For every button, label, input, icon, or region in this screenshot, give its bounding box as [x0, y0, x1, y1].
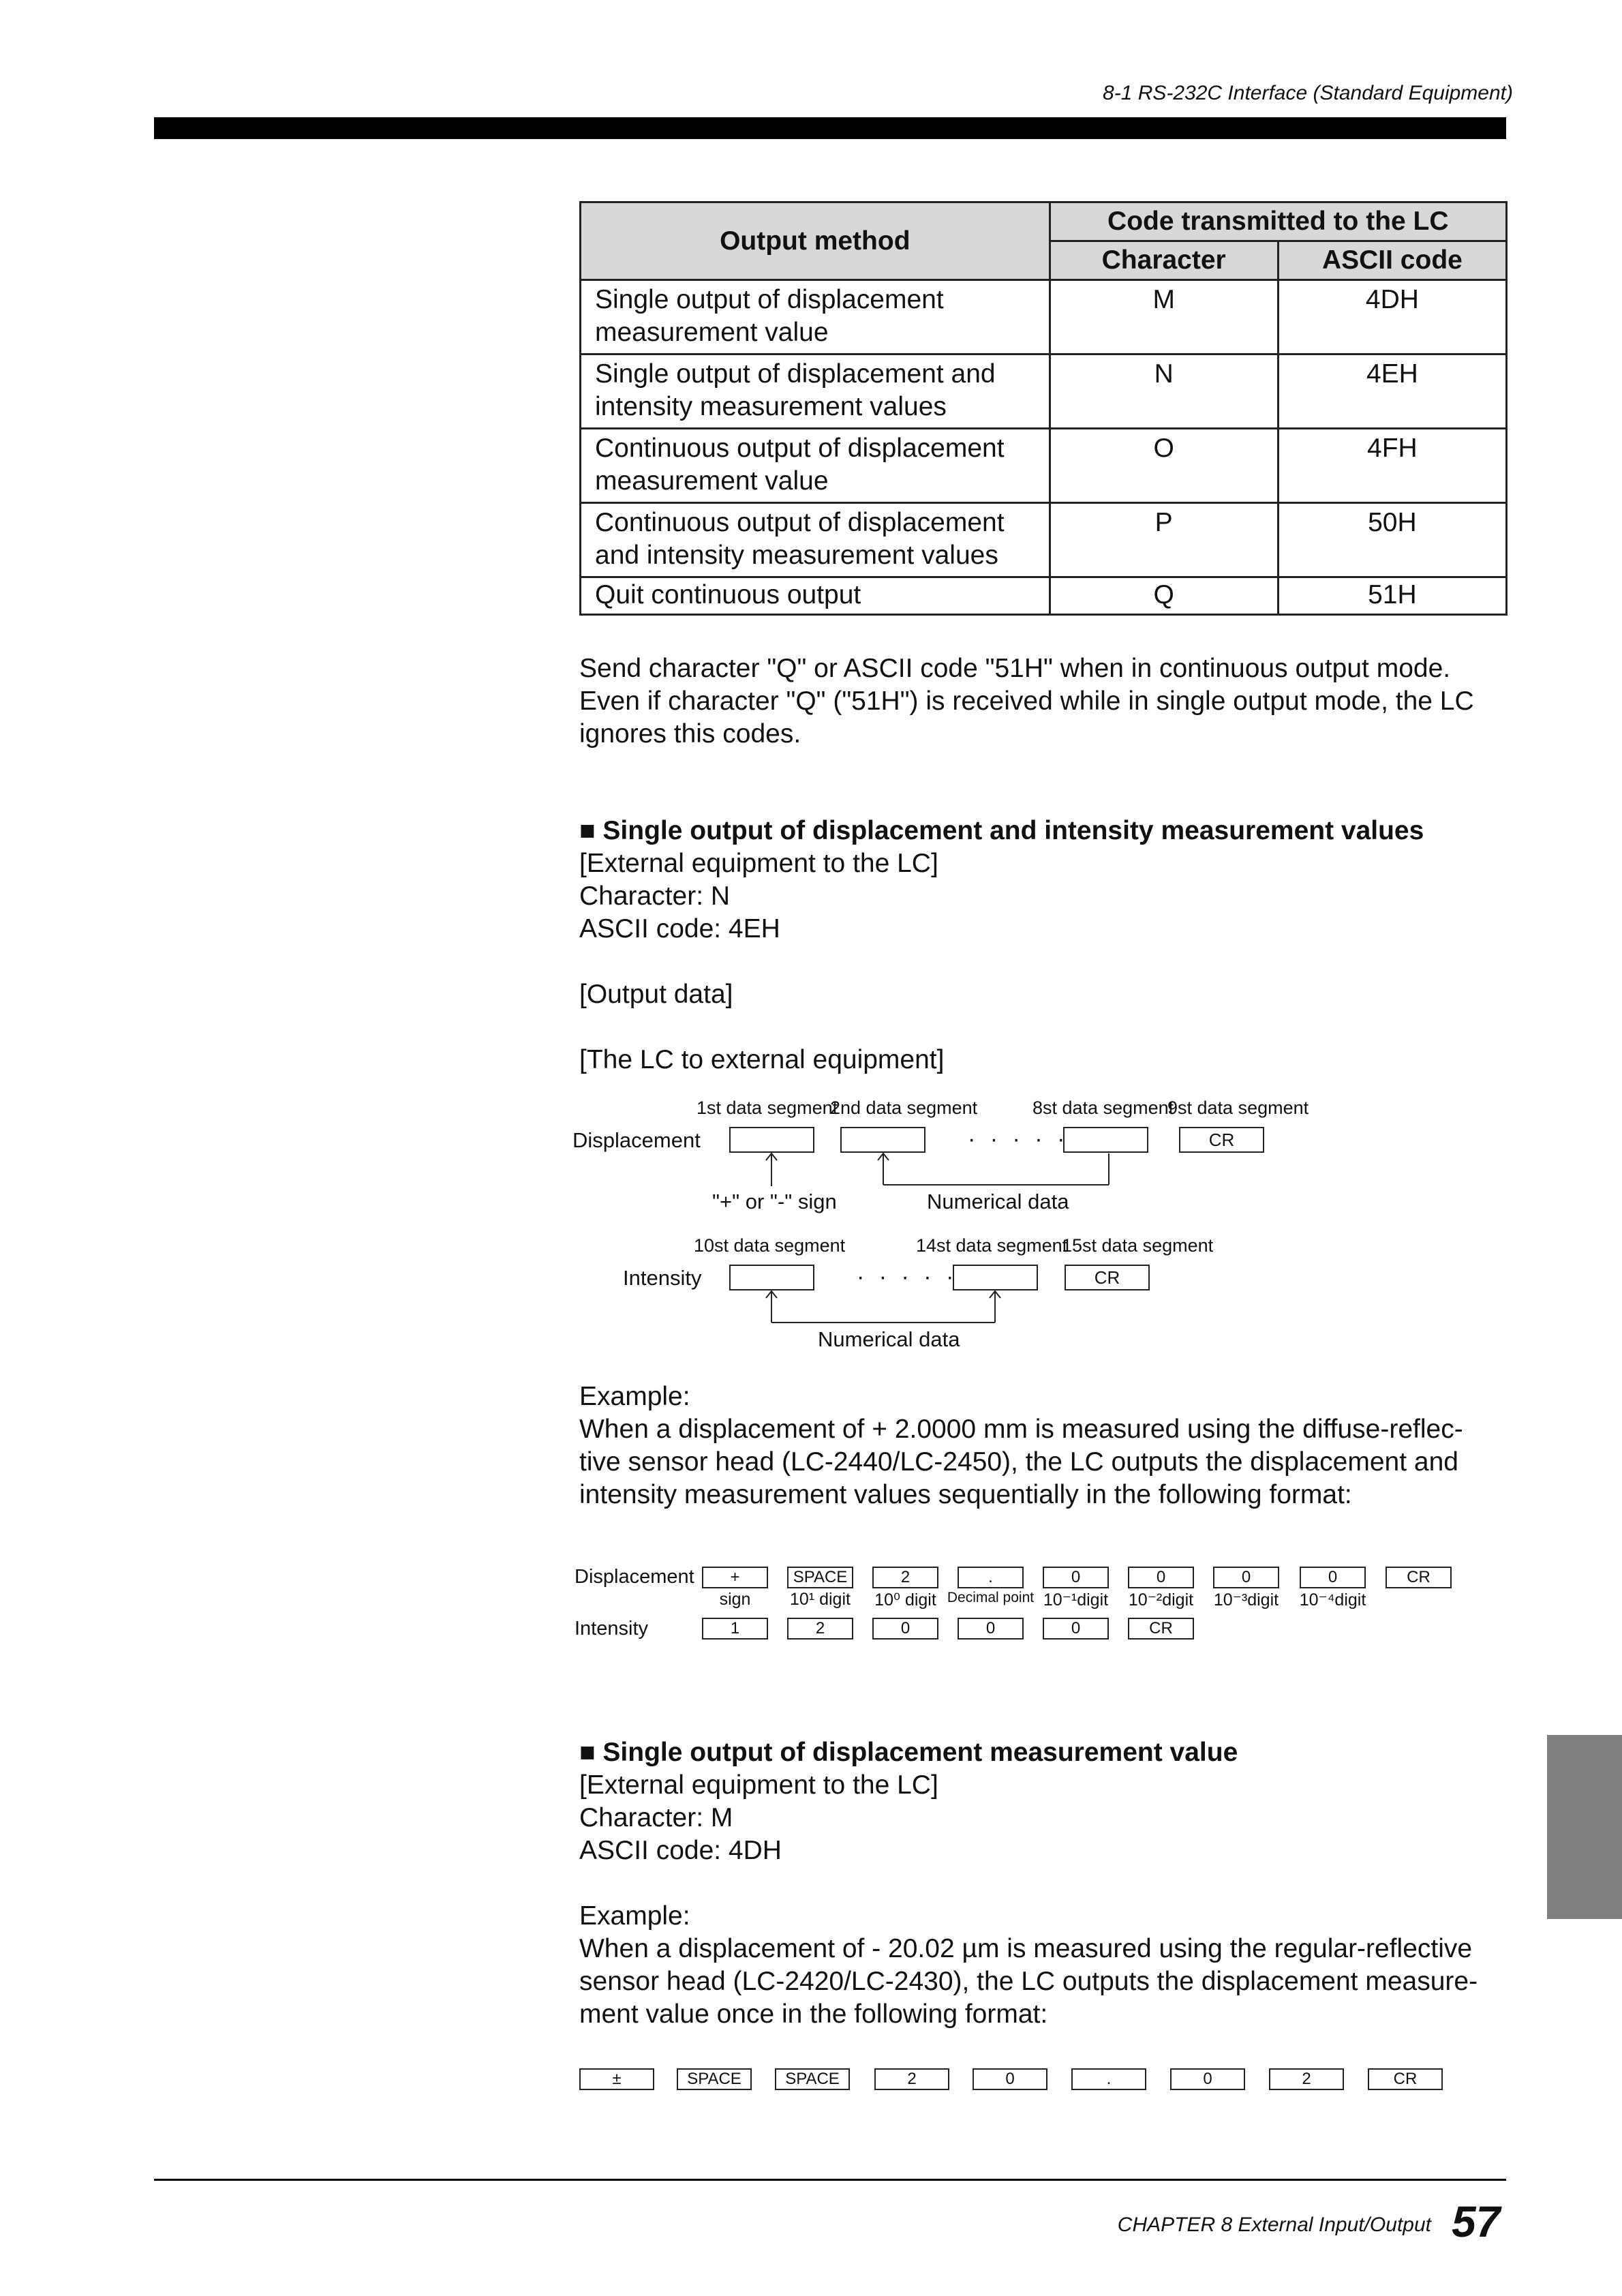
- char-cell: Q: [1050, 577, 1278, 615]
- char-cell: P: [1050, 503, 1278, 577]
- seg8-label: 8st data segment: [1032, 1098, 1174, 1118]
- format-box: 0: [872, 1618, 938, 1640]
- char-cell: N: [1050, 354, 1278, 429]
- format-caption: 10⁻⁴digit: [1299, 1590, 1366, 1610]
- col-character: Character: [1050, 241, 1278, 280]
- format-box: SPACE: [787, 1567, 853, 1588]
- col-ascii: ASCII code: [1278, 241, 1506, 280]
- seg10-label: 10st data segment: [694, 1235, 846, 1256]
- section1-block: ■ Single output of displacement and intensity measurement values [External equipment to the LC] Character: N ASCII code: 4EH [Output data] [The LC to external equipment]: [579, 816, 1424, 1074]
- format-box: 2: [1269, 2068, 1344, 2090]
- format-box: .: [1071, 2068, 1146, 2090]
- note-paragraph: Send character "Q" or ASCII code "51H" when in continuous output mode. Even if character "Q" ("51H") is received while in single output mode, the LC ignores this codes.: [579, 654, 1474, 749]
- method-cell: Single output of displacement measurement value: [581, 280, 1050, 354]
- format-box: 0: [1170, 2068, 1245, 2090]
- format-box: 0: [1213, 1567, 1279, 1588]
- numerical-label-2: Numerical data: [818, 1327, 960, 1351]
- format-box: 2: [787, 1618, 853, 1640]
- footer-chapter: CHAPTER 8 External Input/Output: [1117, 2214, 1431, 2236]
- format-displacement-label: Displacement: [575, 1566, 694, 1588]
- format-box: +: [702, 1567, 768, 1588]
- seg9-cr-box: CR: [1179, 1127, 1264, 1153]
- ascii-cell: 4EH: [1278, 354, 1506, 429]
- format-box: 0: [1128, 1567, 1194, 1588]
- displacement-label: Displacement: [572, 1128, 701, 1152]
- ellipsis: · · · · ·: [968, 1126, 1069, 1152]
- format-box: 0: [1300, 1567, 1366, 1588]
- format-box: ±: [579, 2068, 654, 2090]
- format-caption: 10⁻²digit: [1128, 1590, 1194, 1610]
- chapter-tab: [1547, 1735, 1622, 1919]
- format-caption: sign: [719, 1590, 751, 1609]
- numerical-label-1: Numerical data: [927, 1190, 1069, 1213]
- format-box: 0: [958, 1618, 1024, 1640]
- page-number: 57: [1452, 2197, 1501, 2246]
- sign-label: "+" or "-" sign: [712, 1190, 837, 1213]
- format-box: SPACE: [775, 2068, 850, 2090]
- intensity-label: Intensity: [623, 1266, 702, 1290]
- format-box: 2: [872, 1567, 938, 1588]
- format-caption: 10¹ digit: [790, 1590, 851, 1609]
- method-cell: Continuous output of displacement measurement value: [581, 429, 1050, 503]
- format-caption: 10⁻³digit: [1213, 1590, 1279, 1610]
- section1-example: Example: When a displacement of + 2.0000 mm is measured using the diffuse-reflec- tive sensor head (LC-2440/LC-2450), the LC outputs the displacement and intensity measurement values sequentially in the following format:: [579, 1382, 1463, 1509]
- format-box: 0: [973, 2068, 1047, 2090]
- seg15-label: 15st data segment: [1062, 1235, 1214, 1256]
- col-output-method: Output method: [581, 202, 1050, 280]
- format-box: 1: [702, 1618, 768, 1640]
- col-code-group: Code transmitted to the LC: [1050, 202, 1506, 241]
- method-cell: Continuous output of displacement and intensity measurement values: [581, 503, 1050, 577]
- ellipsis: · · · · ·: [857, 1264, 958, 1290]
- section2-heading: ■ Single output of displacement measurement value: [579, 1738, 1238, 1767]
- footer-rule: [154, 2179, 1506, 2181]
- ascii-cell: 50H: [1278, 503, 1506, 577]
- format-box: 2: [874, 2068, 949, 2090]
- format-box: 0: [1043, 1567, 1109, 1588]
- ascii-cell: 4FH: [1278, 429, 1506, 503]
- seg2-label: 2nd data segment: [830, 1098, 978, 1118]
- format-box: 0: [1043, 1618, 1109, 1640]
- seg1-label: 1st data segment: [697, 1098, 838, 1118]
- format-caption: 10⁰ digit: [874, 1590, 936, 1610]
- section1-heading: ■ Single output of displacement and intensity measurement values: [579, 816, 1424, 845]
- char-cell: M: [1050, 280, 1278, 354]
- method-cell: Quit continuous output: [581, 577, 1050, 615]
- format-caption: Decimal point: [947, 1590, 1035, 1605]
- seg15-cr-box: CR: [1065, 1265, 1150, 1290]
- format-box: CR: [1368, 2068, 1443, 2090]
- format-box: SPACE: [677, 2068, 752, 2090]
- ascii-cell: 51H: [1278, 577, 1506, 615]
- format-box: CR: [1386, 1567, 1452, 1588]
- format-box: CR: [1128, 1618, 1194, 1640]
- section2-block: ■ Single output of displacement measurement value [External equipment to the LC] Character: M ASCII code: 4DH Example: When a displacement of - 20.02 µm is measured using the regular-reflective sensor head (LC-2420/LC-2430), the LC outputs the displacement measure- ment value once in the following format:: [579, 1738, 1478, 2029]
- format-box: .: [958, 1567, 1024, 1588]
- format-caption: 10⁻¹digit: [1043, 1590, 1109, 1610]
- seg14-label: 14st data segment: [916, 1235, 1068, 1256]
- seg9-label: 9st data segment: [1167, 1098, 1309, 1118]
- method-cell: Single output of displacement and intensity measurement values: [581, 354, 1050, 429]
- running-header: 8-1 RS-232C Interface (Standard Equipment): [1103, 82, 1513, 104]
- ascii-cell: 4DH: [1278, 280, 1506, 354]
- format-intensity-label: Intensity: [575, 1618, 648, 1640]
- char-cell: O: [1050, 429, 1278, 503]
